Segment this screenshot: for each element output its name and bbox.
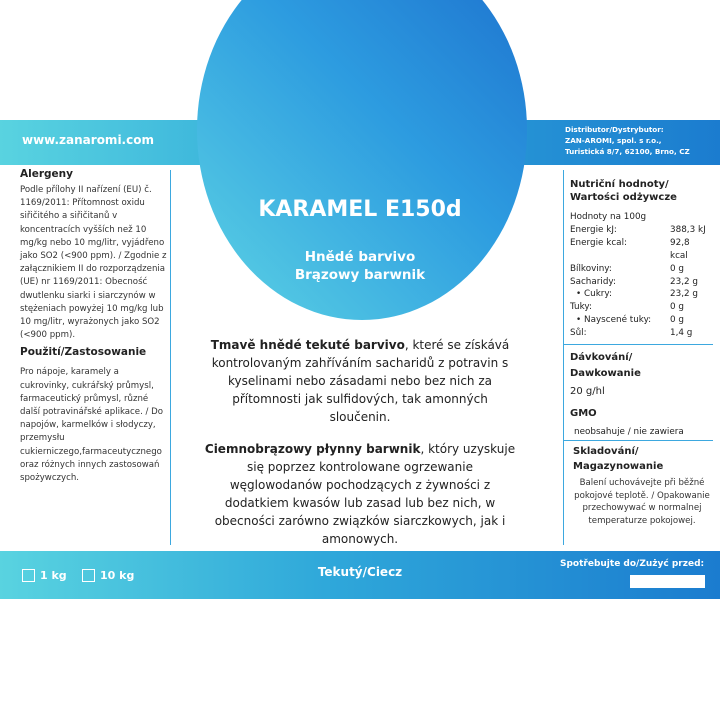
usage-title: Použití/Zastosowanie [20,346,147,359]
pack-label: 1 kg [40,569,67,582]
nutrition-value: 388,3 kJ [670,224,706,235]
distributor-line: Turistická 8/7, 62100, Brno, CZ [565,147,690,156]
nutrition-title-2: Wartości odżywcze [570,192,677,203]
subtitle-pl: Brązowy barwnik [294,267,426,283]
gmo-section [570,407,710,437]
nutrition-label: Bílkoviny: [570,263,612,274]
dosage-title-2: Dawkowanie [570,368,641,379]
nutrition-row [570,237,710,263]
description-pl-bold: Ciemnobrązowy płynny barwnik [204,442,421,456]
storage-title-2: Magazynowanie [573,461,664,472]
allergens-text: Podle přílohy II nařízení (EU) č. 1169/2011: Přítomnost oxidu siřičitého a siřičitanů v koncentracích vyšších než 10 mg/kg nebo 10 mg/litr, vyjádřeno jako SO2 (<900 ppm). / Zgodnie z załącznikiem II do rozporządzenia (UE) nr 1169/2011: Obecność dwutlenku siarki i siarczynów w stężeniach powyżej 10 mg/kg lub 10 mg/litr, wyrażonych jako SO2 (<900 ppm). [20,185,167,341]
nutrition-row [570,263,710,276]
nutrition-label: Energie kJ: [570,224,617,235]
description-pl-rest: , który uzyskuje się poprzez kontrolowane ogrzewanie węglowodanów pochodzących z żywności z dodatkiem kwasów lub zasad lub bez nich, w obecności zarówno związków siarczkowych, jak i amonowych. [214,442,516,546]
gmo-divider [563,440,713,441]
nutrition-label: Sacharidy: [570,276,616,287]
nutrition-value: 0 g [670,315,684,326]
right-divider [563,170,564,545]
nutrition-label: • Cukry: [576,289,612,300]
product-subtitle [200,248,520,284]
nutrition-label: Energie kcal: [570,237,627,248]
distributor-info [565,124,690,157]
nutrition-per [570,211,710,224]
nutrition-row [570,224,710,237]
nutrition-label: Sůl: [570,328,587,339]
nutrition-label: • Nayscené tuky: [576,315,652,326]
nutrition-title-1: Nutriční hodnoty/ [570,179,669,190]
pack-option-1kg[interactable] [22,569,67,582]
nutrition-label: Tuky: [570,302,592,313]
checkbox-icon[interactable] [22,569,35,582]
dosage-title-1: Dávkování/ [570,352,633,363]
nutrition-divider [563,344,713,345]
nutrition-value: 23,2 g [670,276,698,287]
nutrition-row [570,301,710,314]
website-link[interactable]: www.zanaromi.com [22,133,154,147]
nutrition-per-label: Hodnoty na 100g [570,212,647,222]
product-name: KARAMEL E150d [258,197,462,222]
checkbox-icon[interactable] [82,569,95,582]
nutrition-value: 1,4 g [670,328,693,339]
usage-text: Pro nápoje, karamely a cukrovinky, cukrářský průmysl, farmaceutický průmysl, různé další potravinářské aplikace. / Do napojów, karmelków i słodyczy, przemysłu cukierniczego,farmaceutycznego oraz różnych innych zastosowań spożywczych. [20,367,164,484]
description-cz-rest: , které se získává kontrolovaným zahříváním sacharidů z potravin s kyselinami nebo zásadami nebo bez nich za přítomnosti jak sulfidových, tak amonných sloučenin. [211,338,510,424]
gmo-title: GMO [570,408,597,419]
subtitle-cz: Hnědé barvivo [304,249,416,265]
pack-label: 10 kg [100,569,135,582]
best-before-field[interactable] [630,575,705,588]
nutrition-row [570,276,710,289]
left-column [20,168,170,485]
pack-option-10kg[interactable] [82,569,134,582]
nutrition-row [570,327,710,340]
left-divider [170,170,171,545]
gmo-value: neobsahuje / nie zawiera [574,427,684,437]
distributor-line: Distributor/Dystrybutor: [565,125,664,134]
storage-text: Balení uchovávejte při běžné pokojové teplotě. / Opakowanie przechowywać w normalnej temperaturze pokojowej. [574,478,710,526]
storage-section [573,445,711,527]
nutrition-value: 92,8 kcal [670,237,690,261]
nutrition-value: 0 g [670,263,684,274]
allergens-title: Alergeny [20,168,73,180]
dosage-section [570,351,710,397]
product-form: Tekutý/Ciecz [317,565,403,579]
dosage-value: 20 g/hl [570,386,605,397]
description-cz-bold: Tmavě hnědé tekuté barvivo [210,338,405,352]
nutrition-value: 23,2 g [670,289,698,300]
nutrition-value: 0 g [670,302,684,313]
nutrition-row [570,288,710,301]
nutrition-panel [570,178,710,340]
nutrition-row [570,314,710,327]
distributor-line: ZAN-AROMI, spol. s r.o., [565,136,662,145]
description-cz [200,336,520,426]
storage-title-1: Skladování/ [573,446,639,457]
best-before-label: Spotřebujte do/Zużyć przed: [560,559,705,569]
description-pl [200,440,520,548]
